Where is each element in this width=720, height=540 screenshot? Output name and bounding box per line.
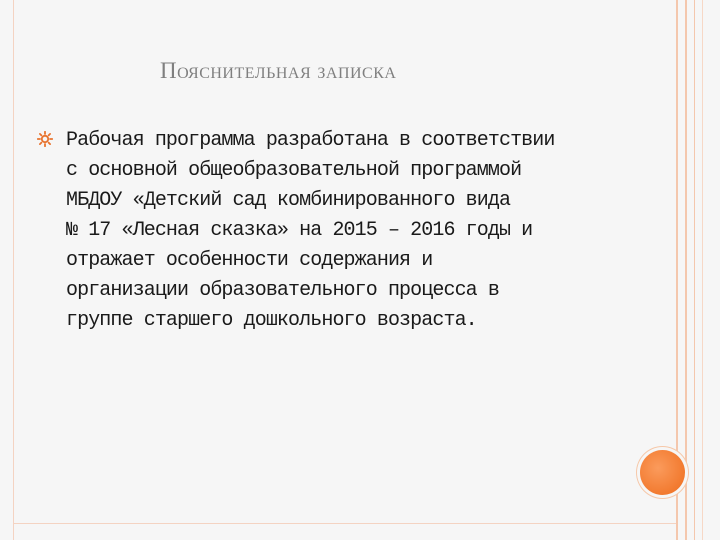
- frame-right-line: [685, 0, 687, 540]
- bullet-item: [37, 126, 637, 336]
- frame-left-line: [13, 0, 14, 540]
- sun-icon: [37, 131, 53, 147]
- frame-bottom-line: [13, 523, 677, 524]
- slide-title: Пояснительная записка: [160, 58, 397, 83]
- bullet-text: Рабочая программа разработана в соответствии с основной общеобразовательной программой МБДОУ «Детский сад комбинированного вида № 17 «Лесная сказка» на 2015 – 2016 годы и отражает особенности содержания и организации образовательного процесса в группе старшего дошкольного возраста.: [66, 129, 555, 332]
- decorative-circle: [640, 450, 685, 495]
- frame-right-line: [694, 0, 695, 540]
- frame-right-line: [702, 0, 703, 540]
- slide-content: [37, 126, 637, 336]
